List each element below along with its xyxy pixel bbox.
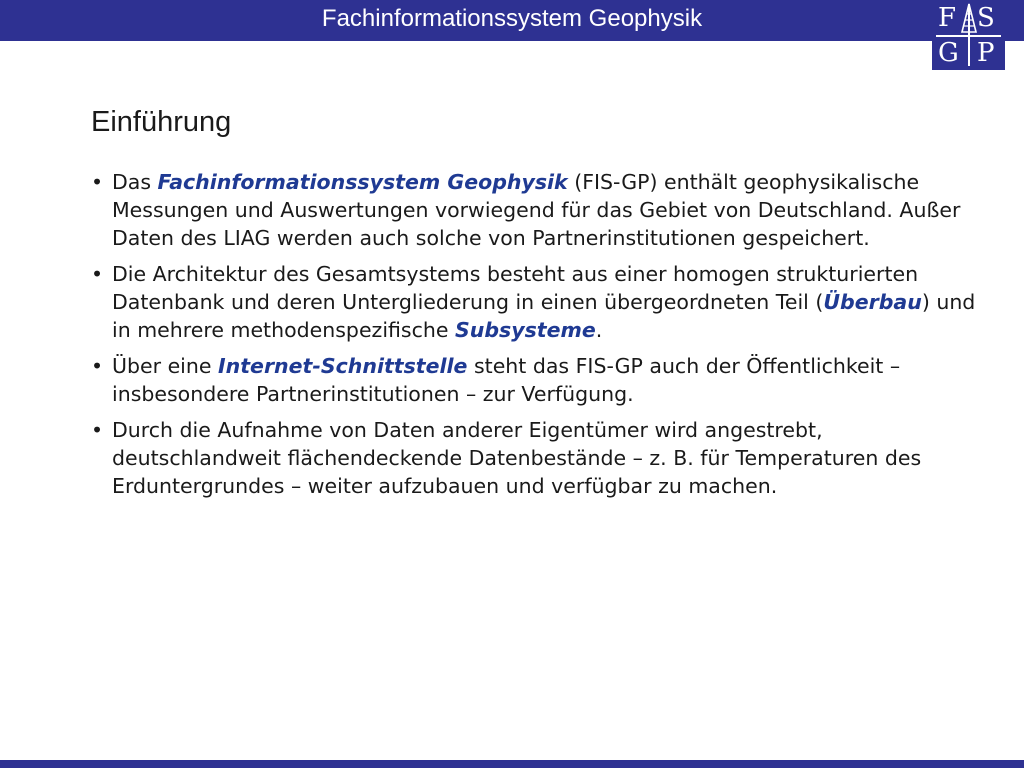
bullet-text: steht das FIS-GP auch der Öffentlichkeit – insbesondere Partnerinstitutionen – zur Verfügung. <box>112 354 901 406</box>
emphasis-term: Überbau <box>823 290 922 314</box>
bullet-text: Durch die Aufnahme von Daten anderer Eigentümer wird angestrebt, deutschlandweit flächendeckende Datenbestände – z. B. für Temperaturen des Erduntergrundes – weiter aufzubauen und verfügbar zu machen. <box>112 418 922 498</box>
fis-gp-logo <box>932 0 1005 70</box>
bullet-item <box>91 260 991 344</box>
emphasis-term: Internet-Schnittstelle <box>218 354 468 378</box>
emphasis-term: Fachinformationssystem Geophysik <box>157 170 568 194</box>
bullet-text: Das <box>112 170 158 194</box>
logo-letter-p: P <box>977 38 995 68</box>
logo-letter-g: G <box>938 38 959 68</box>
bullet-item <box>91 352 991 408</box>
bullet-item <box>91 416 991 500</box>
emphasis-term: Subsysteme <box>455 318 596 342</box>
logo-letter-f: F <box>938 3 957 33</box>
slide-heading: Einführung <box>91 106 232 138</box>
bullet-text: (FIS-GP) enthält geophysikalische Messungen und Auswertungen vorwiegend für das Gebiet von Deutschland. Außer Daten des LIAG werden auch solche von Partnerinstitutionen gespeichert. <box>112 170 961 250</box>
bullet-text: Über eine <box>112 354 219 378</box>
derrick-icon <box>960 3 978 33</box>
logo-letter-s: S <box>977 3 995 33</box>
page-title: Fachinformationssystem Geophysik <box>321 5 703 32</box>
bullet-text: ) und in mehrere methodenspezifische <box>112 290 976 342</box>
bullet-text: Die Architektur des Gesamtsystems besteht aus einer homogen strukturierten Datenbank und deren Untergliederung in einen übergeordneten Teil ( <box>112 262 919 314</box>
bullet-text: . <box>595 318 603 342</box>
bullet-item <box>91 168 991 252</box>
footer-bar <box>0 760 1024 768</box>
bullet-list <box>91 168 991 508</box>
